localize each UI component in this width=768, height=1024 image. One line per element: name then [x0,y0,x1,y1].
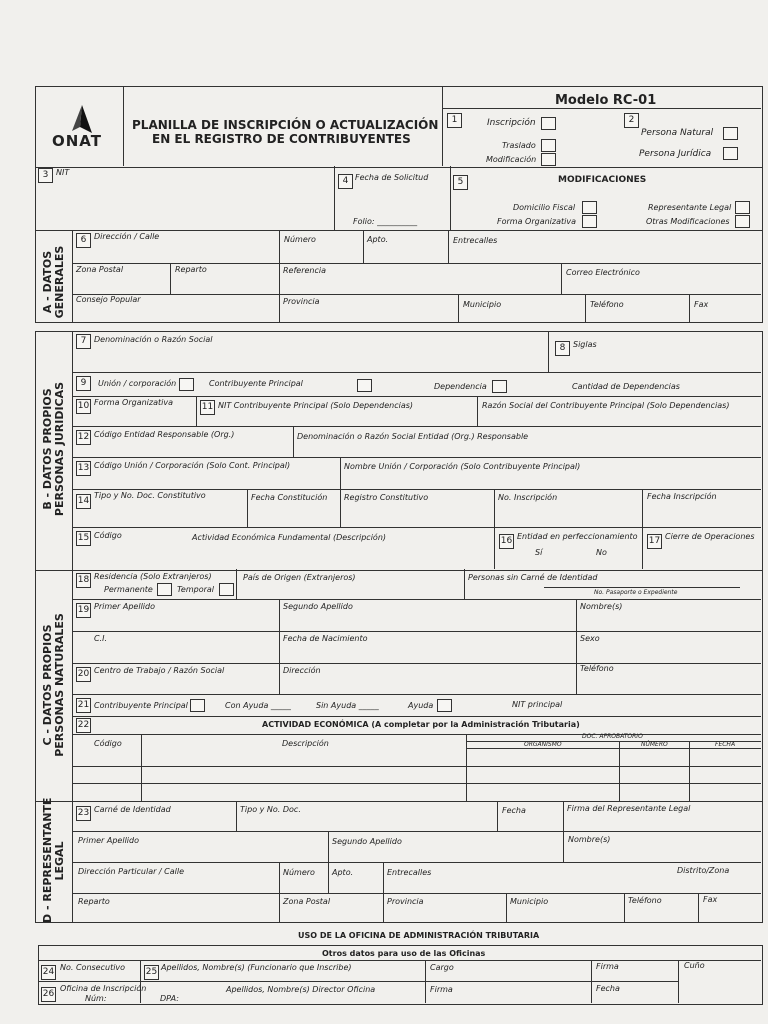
field-number-10: 10 [76,399,91,414]
permanente-checkbox[interactable] [157,583,172,596]
reparto-label: Reparto [175,265,207,274]
entrecalles-d-label: Entrecalles [387,868,432,877]
apellidos-funcionario-label: Apellidos, Nombre(s) (Funcionario que Inscribe) [161,963,352,972]
nit-input[interactable] [56,186,326,224]
nit-principal-label: NIT Contribuyente Principal (Solo Dependencias) [218,401,414,410]
num-label: Núm: [85,994,107,1003]
field-number-12: 12 [76,430,91,445]
siglas-label: Siglas [573,340,597,349]
field-number-14: 14 [76,494,91,509]
temporal-checkbox[interactable] [219,583,234,596]
oficina-title: USO DE LA OFICINA DE ADMINISTRACIÓN TRIBUTARIA [298,931,540,940]
referencia-label: Referencia [283,266,327,275]
tipo-doc-d-label: Tipo y No. Doc. [240,805,301,814]
nombres-d-label: Nombre(s) [568,835,611,844]
folio-label: Folio: __________ [353,217,418,226]
fax-d-label: Fax [703,895,718,904]
segundo-apellido-c-label: Segundo Apellido [283,602,353,611]
section-a-label: A - DATOS GENERALES [41,245,66,319]
dependencia-checkbox[interactable] [492,380,507,393]
centro-trabajo-label: Centro de Trabajo / Razón Social [94,666,225,675]
zona-postal-d-label: Zona Postal [283,897,331,906]
ci-label: C.I. [94,634,108,643]
reparto-d-label: Reparto [78,897,110,906]
denominacion-entidad-label: Denominación o Razón Social Entidad (Org.) Responsable [297,432,529,441]
persona-natural-checkbox[interactable] [723,127,738,140]
residencia-label: Residencia (Solo Extranjeros) [94,572,212,581]
field-number-23: 23 [76,806,91,821]
traslado-label: Traslado [502,141,536,150]
primer-apellido-c-label: Primer Apellido [94,602,155,611]
field-number-20: 20 [76,667,91,682]
tipo-doc-label: Tipo y No. Doc. Constitutivo [94,491,206,500]
domicilio-fiscal-label: Domicilio Fiscal [513,203,576,212]
model-label: Modelo RC-01 [555,93,657,108]
field-number-11: 11 [200,400,215,415]
doc-aprobatorio-label: DOC. APROBATORIO [582,733,643,740]
forma-organizativa-checkbox[interactable] [582,215,597,228]
field-number-21: 21 [76,698,91,713]
organismo-label: ORGANISMO [524,741,562,748]
section-a-box [35,230,763,323]
field-number-13: 13 [76,461,91,476]
nombres-c-label: Nombre(s) [580,602,623,611]
entidad-perfeccionamiento-label: Entidad en perfeccionamiento [517,532,638,541]
field-number-15: 15 [76,531,91,546]
oficina-subtitle: Otros datos para uso de las Oficinas [322,949,486,958]
field-number-4: 4 [338,174,353,189]
codigo-c-label: Código [94,739,122,748]
representante-legal-label: Representante Legal [648,203,732,212]
oficina-inscripcion-label: Oficina de Inscripción [60,984,147,993]
apto-d-label: Apto. [332,868,354,877]
union-checkbox[interactable] [179,378,194,391]
consejo-popular-label: Consejo Popular [76,295,141,304]
codigo-entidad-label: Código Entidad Responsable (Org.) [94,430,235,439]
primer-apellido-d-label: Primer Apellido [78,836,139,845]
union-label: Unión / corporación [98,379,177,388]
field-number-16: 16 [499,534,514,549]
permanente-label: Permanente [104,585,153,594]
field-number-26: 26 [41,987,56,1002]
direccion-label: Dirección / Calle [94,232,160,241]
contribuyente-principal-c-checkbox[interactable] [190,699,205,712]
section-c-label: C - DATOS PROPIOS PERSONAS NATURALES [41,613,66,757]
denominacion-label: Denominación o Razón Social [94,335,213,344]
numero-c-label: NÚMERO [641,741,668,748]
no-label: No [596,548,607,557]
cierre-operaciones-label: Cierre de Operaciones [665,532,755,541]
section-d-label: D - REPRESENTANTE LEGAL [41,797,66,923]
zona-postal-label: Zona Postal [76,265,124,274]
persona-juridica-checkbox[interactable] [723,147,738,160]
representante-legal-checkbox[interactable] [735,201,750,214]
nombre-union-label: Nombre Unión / Corporación (Solo Contribuyente Principal) [344,462,581,471]
razon-principal-label: Razón Social del Contribuyente Principal (Solo Dependencias) [482,401,730,410]
otras-modificaciones-checkbox[interactable] [735,215,750,228]
telefono-label: Teléfono [590,300,624,309]
field-number-17: 17 [647,534,662,549]
field-number-19: 19 [76,603,91,618]
provincia-d-label: Provincia [387,897,424,906]
modificaciones-title: MODIFICACIONES [558,175,647,185]
registro-constitutivo-label: Registro Constitutivo [344,493,429,502]
fecha-nacimiento-label: Fecha de Nacimiento [283,634,368,643]
nit-principal-c-label: NIT principal [512,700,563,709]
sin-ayuda-label: Sin Ayuda _____ [316,701,379,710]
field-number-1: 1 [447,113,462,128]
firma-label: Firma [596,962,619,971]
modificacion-label: Modificación [486,155,537,164]
fecha-oficina-label: Fecha [596,984,620,993]
fecha-c-label: FECHA [715,741,736,748]
pais-origen-label: País de Origen (Extranjeros) [243,573,356,582]
modificacion-checkbox[interactable] [541,153,556,166]
field-number-18: 18 [76,573,91,588]
temporal-label: Temporal [177,585,214,594]
persona-natural-label: Persona Natural [641,128,714,138]
form-title-line2: EN EL REGISTRO DE CONTRIBUYENTES [152,132,411,146]
segundo-apellido-d-label: Segundo Apellido [332,837,402,846]
inscripcion-checkbox[interactable] [541,117,556,130]
nit-label: NIT [56,168,70,177]
numero-label: Número [284,235,316,244]
forma-organizativa-b-label: Forma Organizativa [94,398,173,407]
form-title-line1: PLANILLA DE INSCRIPCIÓN O ACTUALIZACIÓN [132,118,439,132]
field-number-3: 3 [38,168,53,183]
field-number-5: 5 [453,175,468,190]
apellidos-director-label: Apellidos, Nombre(s) Director Oficina [226,985,376,994]
entrecalles-label: Entrecalles [453,236,498,245]
telefono-c-label: Teléfono [580,664,614,673]
apto-label: Apto. [367,235,389,244]
municipio-d-label: Municipio [510,897,549,906]
fecha-d-label: Fecha [502,806,526,815]
fecha-constitucion-label: Fecha Constitución [251,493,328,502]
contribuyente-principal-label: Contribuyente Principal [209,379,303,388]
forma-organizativa-label: Forma Organizativa [497,217,576,226]
field-number-24: 24 [41,965,56,980]
firma-representante-label: Firma del Representante Legal [567,804,691,813]
no-inscripcion-label: No. Inscripción [498,493,558,502]
provincia-label: Provincia [283,297,320,306]
traslado-checkbox[interactable] [541,139,556,152]
domicilio-fiscal-checkbox[interactable] [582,201,597,214]
field-number-25: 25 [144,965,159,980]
fecha-solicitud-label: Fecha de Solicitud [355,173,429,182]
sexo-label: Sexo [580,634,600,643]
field-number-8: 8 [555,341,570,356]
section-b-label: B - DATOS PROPIOS PERSONAS JURIDICAS [41,381,66,517]
cuno-label: Cuño [684,961,705,970]
distrito-label: Distrito/Zona [677,866,730,875]
numero-d-label: Número [283,868,315,877]
field-number-7: 7 [76,334,91,349]
ayuda-checkbox[interactable] [437,699,452,712]
actividad-economica-title: ACTIVIDAD ECONÓMICA (A completar por la Administración Tributaria) [262,720,580,729]
correo-label: Correo Electrónico [566,268,640,277]
consecutivo-label: No. Consecutivo [60,963,126,972]
fecha-inscripcion-label: Fecha Inscripción [647,492,717,501]
direccion-d-label: Dirección Particular / Calle [78,867,185,876]
sin-carne-label: Personas sin Carné de Identidad [468,573,598,582]
codigo-b-label: Código [94,531,122,540]
cantidad-dependencias-label: Cantidad de Dependencias [572,382,680,391]
persona-juridica-label: Persona Jurídica [639,149,712,159]
direccion-c-label: Dirección [283,666,321,675]
telefono-d-label: Teléfono [628,896,662,905]
field-number-2: 2 [624,113,639,128]
field-number-9: 9 [76,376,91,391]
codigo-union-label: Código Unión / Corporación (Solo Cont. Principal) [94,461,291,470]
dpa-label: DPA: [160,994,179,1003]
pasaporte-label: No. Pasaporte o Expediente [594,589,678,596]
descripcion-label: Descripción [282,739,329,748]
field-number-6: 6 [76,233,91,248]
field-number-22: 22 [76,718,91,733]
carne-label: Carné de Identidad [94,805,171,814]
ayuda-label: Ayuda [408,701,434,710]
actividad-fundamental-label: Actividad Económica Fundamental (Descripción) [192,533,387,542]
si-label: Sí [535,548,543,557]
logo-text: ONAT [52,132,102,150]
contribuyente-principal-checkbox[interactable] [357,379,372,392]
municipio-label: Municipio [463,300,502,309]
cargo-label: Cargo [430,963,454,972]
otras-modificaciones-label: Otras Modificaciones [646,217,730,226]
con-ayuda-label: Con Ayuda _____ [225,701,291,710]
firma2-label: Firma [430,985,453,994]
contribuyente-principal-c-label: Contribuyente Principal [94,701,188,710]
dependencia-label: Dependencia [434,382,487,391]
inscripcion-label: Inscripción [487,118,536,128]
fax-label: Fax [694,300,709,309]
